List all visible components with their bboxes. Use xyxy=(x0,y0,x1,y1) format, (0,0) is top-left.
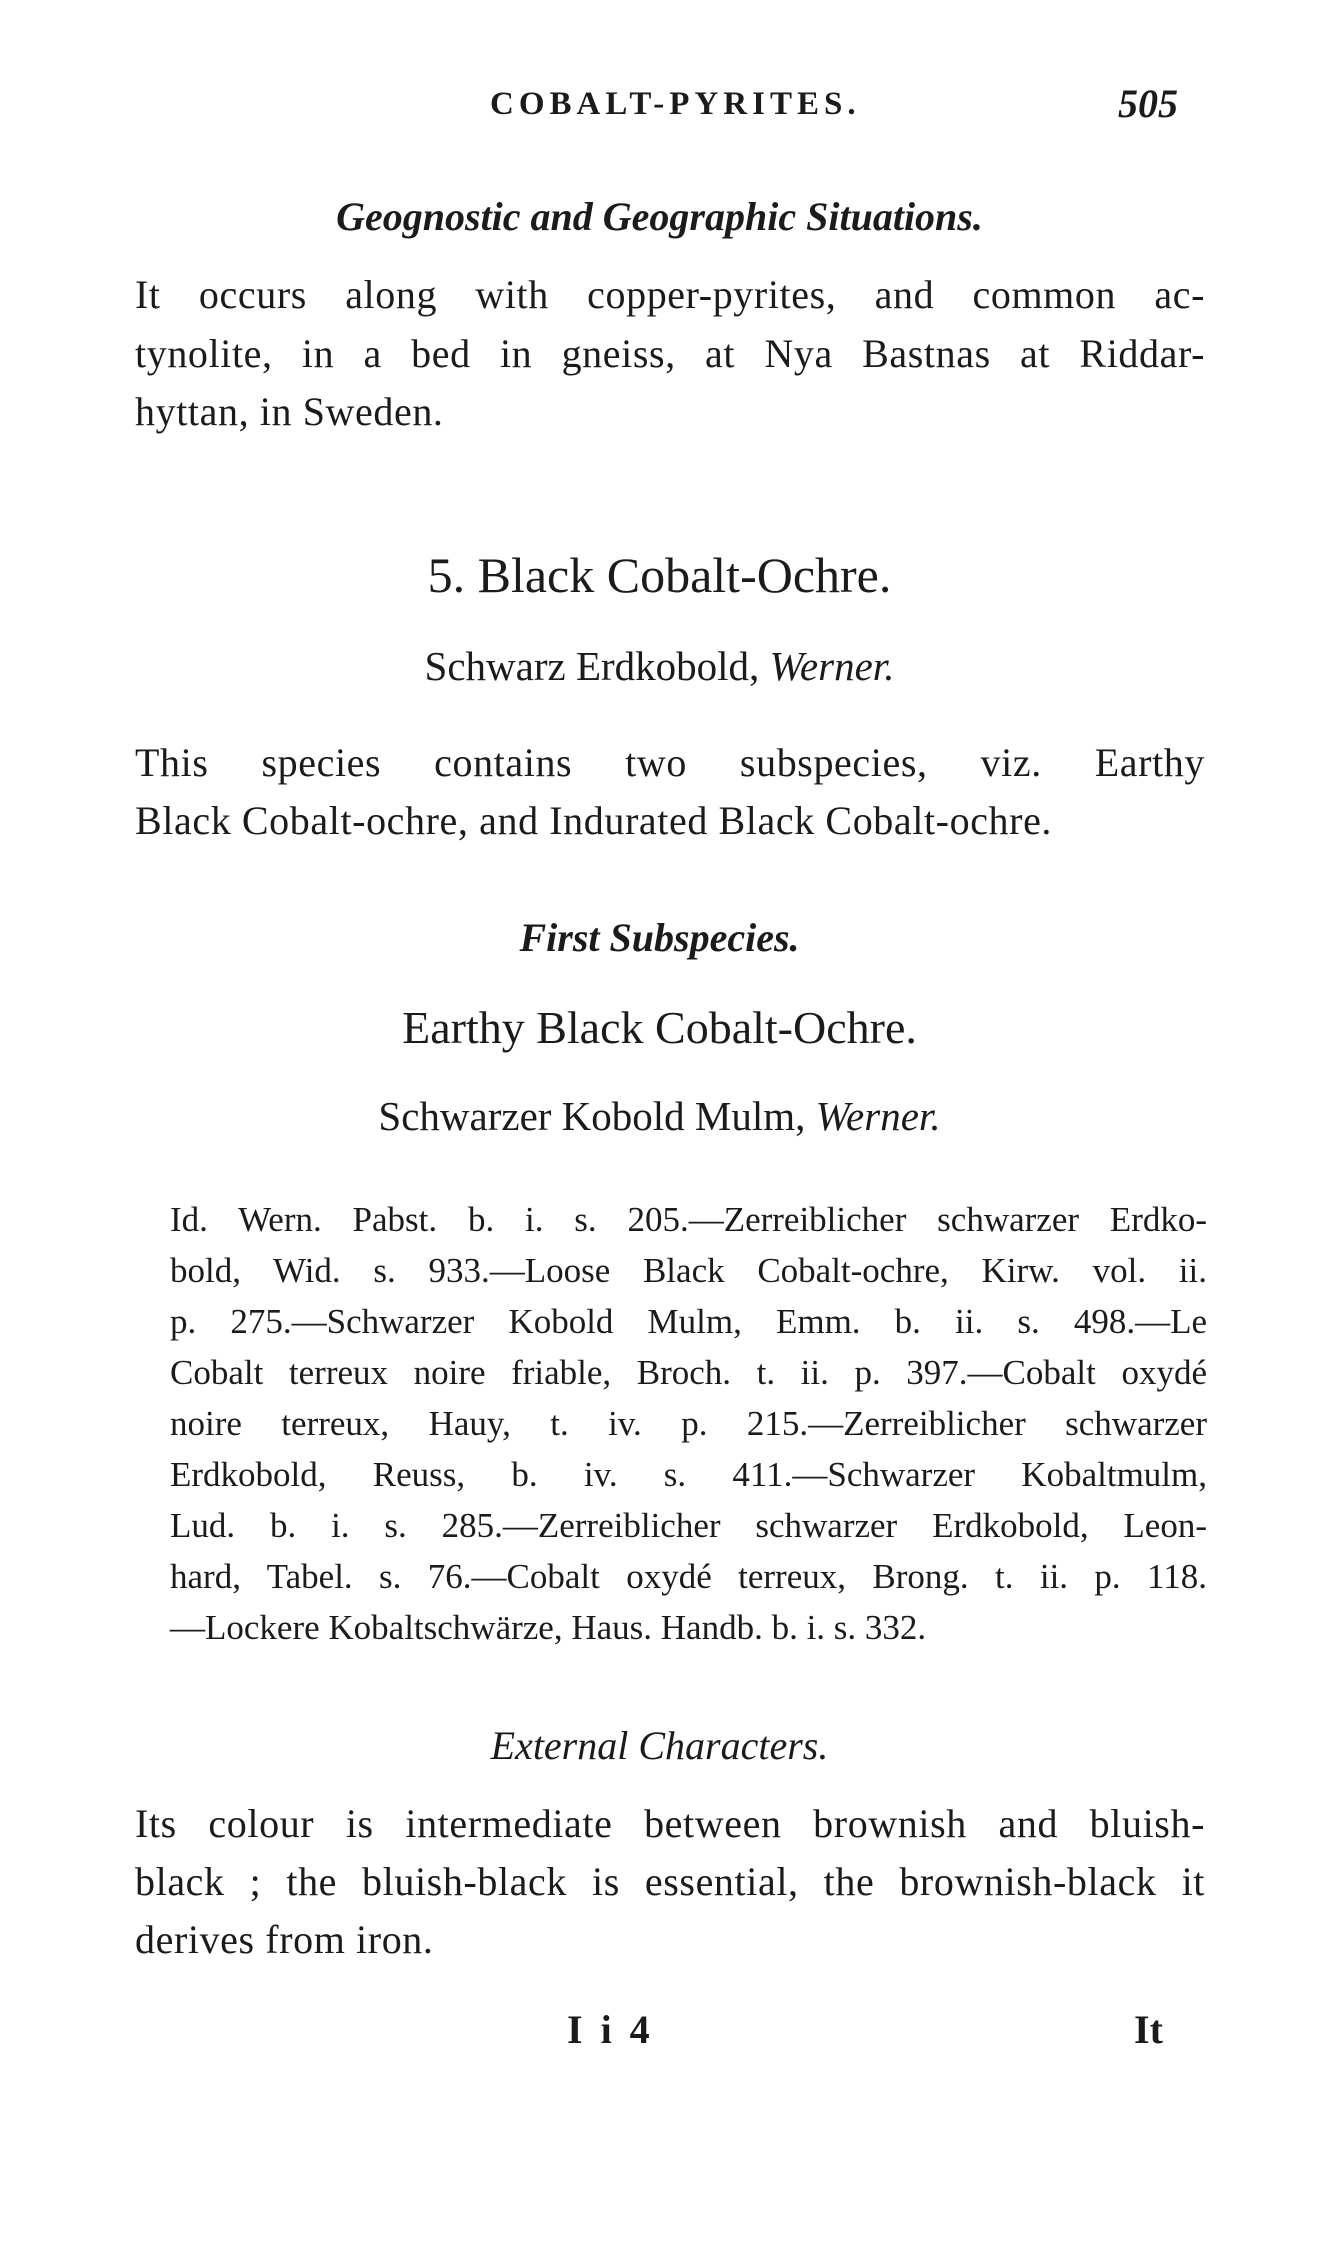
synonymy-line-6: Erdkobold, Reuss, b. iv. s. 411.—Schwarzer Kobaltmulm, xyxy=(170,1455,1207,1494)
external-heading: External Characters. xyxy=(490,1723,829,1768)
geognostic-heading: Geognostic and Geographic Situations. xyxy=(336,194,983,239)
external-line-1: Its colour is intermediate between brownish and bluish- xyxy=(135,1801,1205,1846)
subspecies-heading: First Subspecies. xyxy=(519,915,800,960)
synonymy-line-3: p. 275.—Schwarzer Kobold Mulm, Emm. b. ii. s. 498.—Le xyxy=(170,1302,1207,1341)
geognostic-line-3: hyttan, in Sweden. xyxy=(135,389,444,434)
synonymy-line-8: hard, Tabel. s. 76.—Cobalt oxydé terreux, Brong. t. ii. p. 118. xyxy=(170,1557,1207,1596)
running-title: COBALT-PYRITES. xyxy=(490,86,861,122)
external-line-2: black ; the bluish-black is essential, the brownish-black it xyxy=(135,1859,1205,1904)
page-number: 505 xyxy=(1118,81,1178,126)
species-synonym xyxy=(0,642,1319,690)
subspecies-synonym xyxy=(0,1092,1319,1140)
species-description-line-2: Black Cobalt-ochre, and Indurated Black Cobalt-ochre. xyxy=(135,798,1053,843)
synonymy-line-9: —Lockere Kobaltschwärze, Haus. Handb. b. i. s. 332. xyxy=(170,1608,927,1647)
geognostic-line-1: It occurs along with copper-pyrites, and common ac- xyxy=(135,272,1205,317)
subspecies-title: Earthy Black Cobalt-Ochre. xyxy=(402,1002,917,1053)
species-synonym-name: Schwarz Erdkobold, xyxy=(424,643,760,689)
signature-mark: I i 4 xyxy=(567,2007,654,2052)
synonymy-line-4: Cobalt terreux noire friable, Broch. t. ii. p. 397.—Cobalt oxydé xyxy=(170,1353,1207,1392)
geognostic-line-2: tynolite, in a bed in gneiss, at Nya Bastnas at Riddar- xyxy=(135,331,1205,376)
species-title: 5. Black Cobalt-Ochre. xyxy=(427,547,892,603)
subspecies-synonym-name: Schwarzer Kobold Mulm, xyxy=(378,1093,806,1139)
species-synonym-author: Werner. xyxy=(769,643,895,689)
synonymy-line-7: Lud. b. i. s. 285.—Zerreiblicher schwarzer Erdkobold, Leon- xyxy=(170,1506,1207,1545)
synonymy-line-2: bold, Wid. s. 933.—Loose Black Cobalt-ochre, Kirw. vol. ii. xyxy=(170,1251,1207,1290)
subspecies-synonym-author: Werner. xyxy=(815,1093,941,1139)
synonymy-line-5: noire terreux, Hauy, t. iv. p. 215.—Zerreiblicher schwarzer xyxy=(170,1404,1207,1443)
catchword: It xyxy=(1134,2007,1163,2052)
external-line-3: derives from iron. xyxy=(135,1917,434,1962)
synonymy-line-1: Id. Wern. Pabst. b. i. s. 205.—Zerreiblicher schwarzer Erdko- xyxy=(170,1200,1207,1239)
species-description-line-1: This species contains two subspecies, viz. Earthy xyxy=(135,740,1205,785)
